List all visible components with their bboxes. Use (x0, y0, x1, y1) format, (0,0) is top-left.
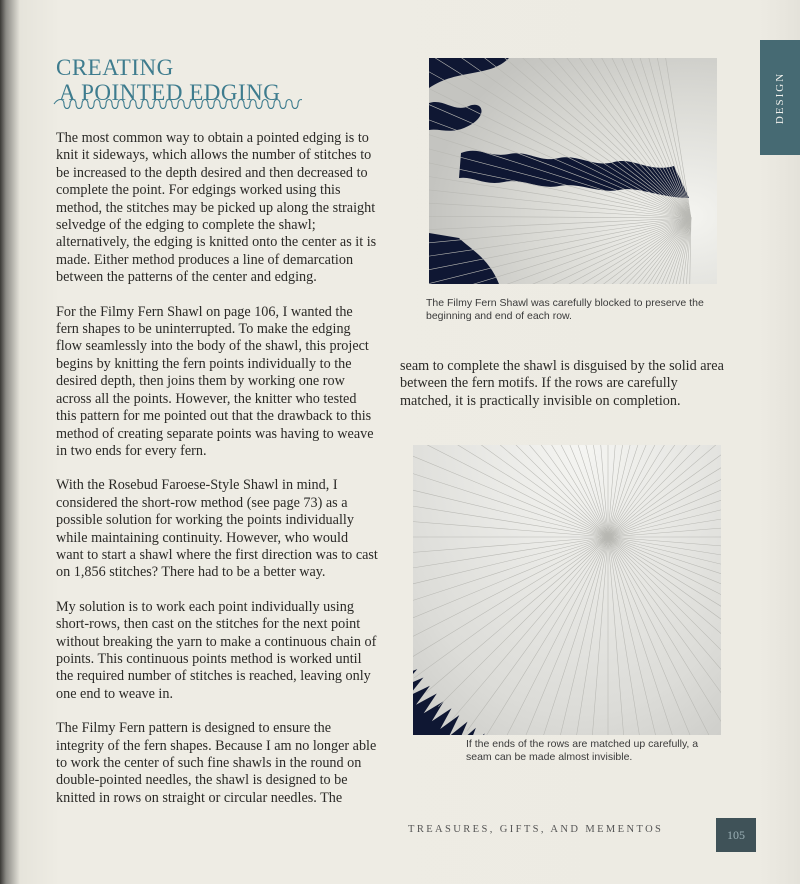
running-head: TREASURES, GIFTS, AND MEMENTOS (408, 824, 664, 835)
paragraph-continued: seam to complete the shawl is disguised by the solid area between the fern motifs. If the rows are carefully matched, it is practically invisible on completion. (400, 358, 724, 409)
heading-line-1: CREATING (56, 55, 174, 80)
photo-circular-shawl (413, 445, 721, 735)
scroll-ornament-icon (52, 98, 302, 110)
section-tab (760, 40, 800, 155)
section-tab-label: DESIGN (774, 71, 786, 124)
paragraph-3: With the Rosebud Faroese-Style Shawl in mind, I considered the short-row method (see page 73) as a possible solution for working the points individually while maintaining continuity. However, who would want to start a shawl where the first direction was to cast on 1,856 stitches? There had to be a better way. (56, 477, 378, 581)
right-column (400, 358, 730, 427)
left-column (56, 130, 378, 824)
paragraph-1: The most common way to obtain a pointed edging is to knit it sideways, which allows the number of stitches to be increased to the depth desired and then decreased to complete the point. For edgings worked using this method, the stitches may be picked up along the straight selvedge of the edging to complete the shawl; alternatively, the edging is knitted onto the center as it is made. Either method produces a line of demarcation between the patterns of the center and edging. (56, 130, 377, 286)
heading-line-2: A POINTED EDGING (59, 80, 281, 105)
paragraph-5: The Filmy Fern pattern is designed to ensure the integrity of the fern shapes. Because I am no longer able to work the center of such fine shawls in the round on double-pointed needles, the shawl is designed to be knitted in rows on straight or circular needles. The (56, 720, 377, 806)
photo-fern-shawl (429, 58, 717, 284)
caption-photo-1: The Filmy Fern Shawl was carefully blocked to preserve the beginning and end of each row. (426, 297, 704, 322)
page-number: 105 (716, 818, 756, 852)
caption-photo-2: If the ends of the rows are matched up carefully, a seam can be made almost invisible. (466, 738, 699, 763)
paragraph-2: For the Filmy Fern Shawl on page 106, I wanted the fern shapes to be uninterrupted. To make the edging flow seamlessly into the body of the shawl, this project begins by knitting the fern points individually to the desired depth, then joins them by working one row across all the points. However, the knitter who tested this pattern for me pointed out that the drawback to this method of creating separate points was having to weave in two ends for every fern. (56, 303, 374, 459)
paragraph-4: My solution is to work each point individually using short-rows, then cast on the stitches for the next point without breaking the yarn to make a continuous chain of points. This continuous points method is worked until the required number of stitches is reached, leaving only one end to weave in. (56, 598, 377, 702)
